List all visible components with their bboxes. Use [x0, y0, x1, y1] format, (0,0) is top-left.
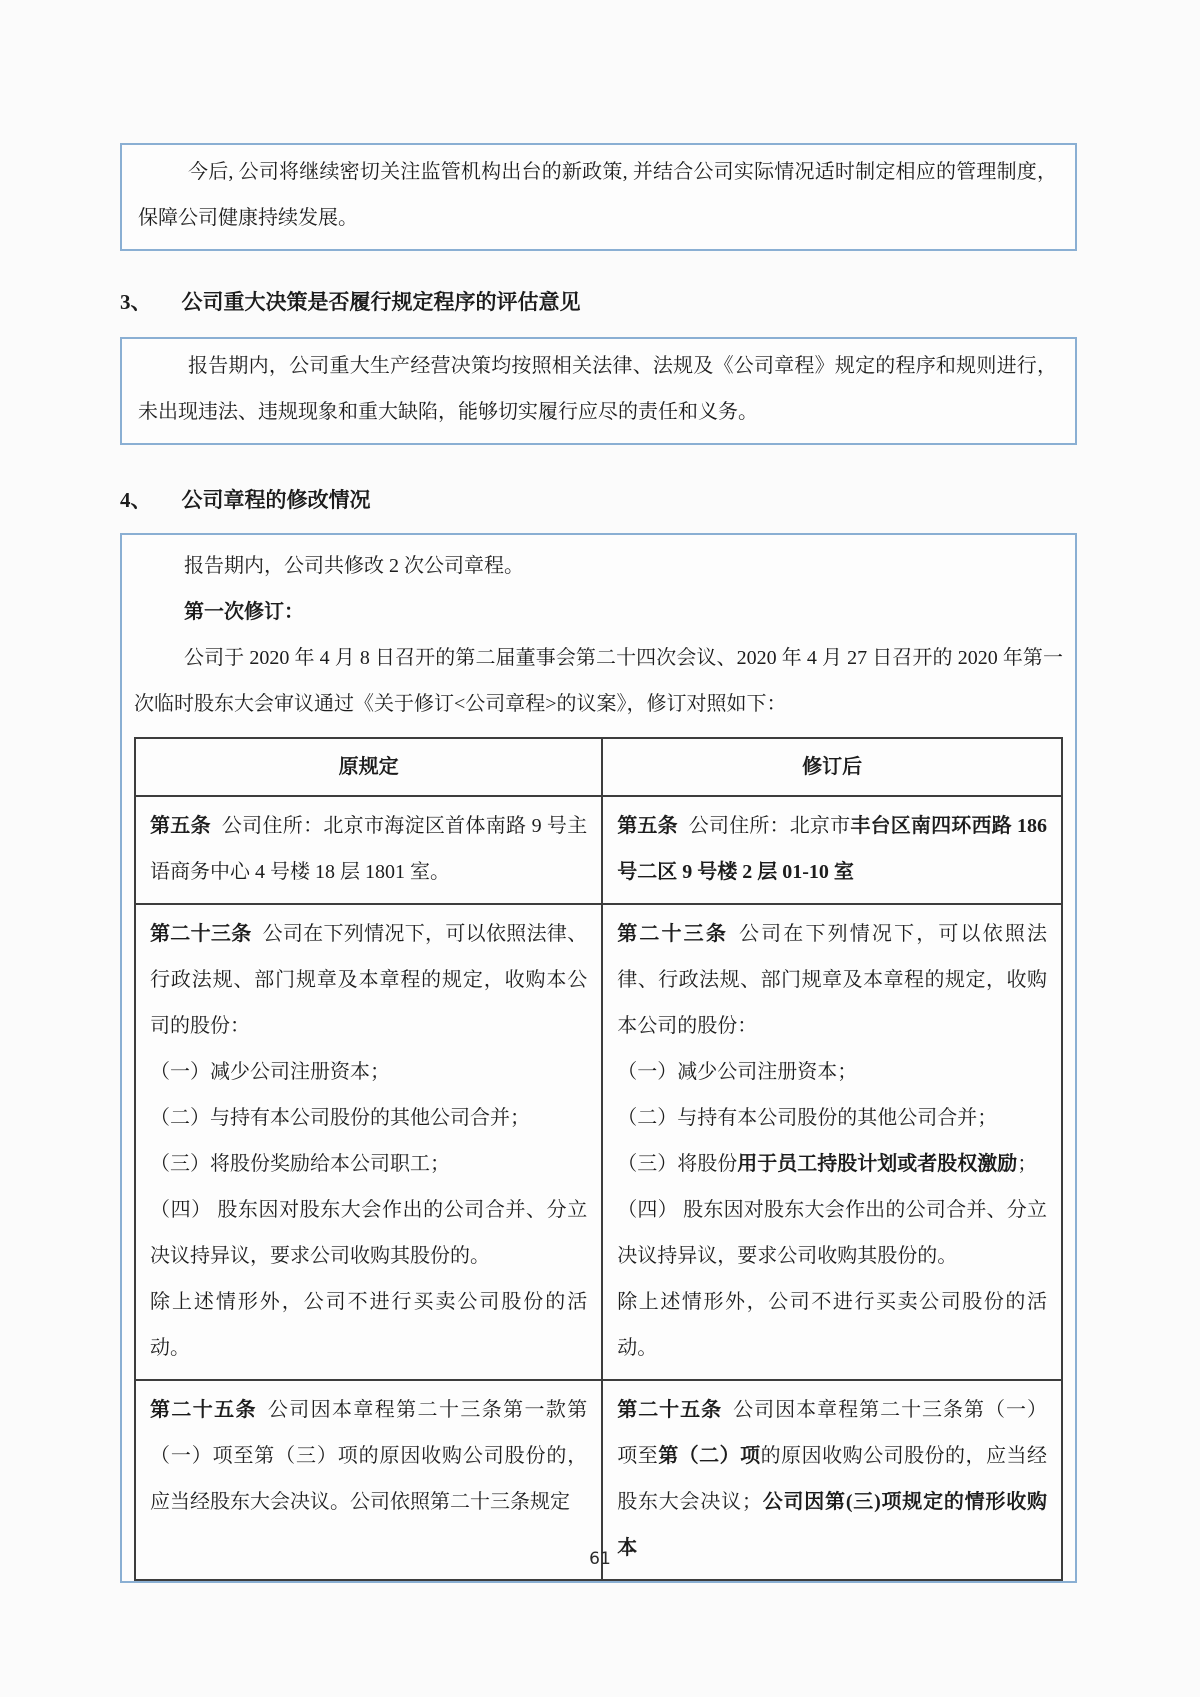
amendment-comparison-table — [134, 737, 1063, 1581]
clause-label: 第二十五条 — [150, 1399, 257, 1421]
section-4-paragraph-3: 公司于 2020 年 4 月 8 日召开的第二届董事会第二十四次会议、2020 年 4 月 27 日召开的 2020 年第一次临时股东大会审议通过《关于修订<公司章程>的议案》，修订对照如下： — [134, 647, 1063, 715]
intro-note-text: 今后, 公司将继续密切关注监管机构出台的新政策, 并结合公司实际情况适时制定相应的管理制度，保障公司健康持续发展。 — [138, 161, 1057, 229]
clause-label: 第二十五条 — [617, 1399, 723, 1421]
intro-note-box — [120, 143, 1077, 251]
cell-bold-text: 公司因第(三)项规定的情形收购本 — [617, 1491, 1048, 1559]
list-item: （二）与持有本公司股份的其他公司合并； — [150, 1107, 530, 1129]
table-header-revised: 修订后 — [602, 738, 1062, 796]
clause-label: 第二十三条 — [617, 923, 728, 945]
list-item: （一）减少公司注册资本； — [617, 1061, 858, 1083]
section-3-body: 报告期内，公司重大生产经营决策均按照相关法律、法规及《公司章程》规定的程序和规则进行，未出现违法、违规现象和重大缺陷，能够切实履行应尽的责任和义务。 — [138, 355, 1057, 423]
cell-text: 的原因收购公司股份的，应当经股东大会决议； — [617, 1445, 1048, 1513]
table-row-article5 — [135, 796, 1062, 904]
cell-text: 公司住所：北京市海淀区首体南路 9 号主语商务中心 4 号楼 18 层 1801 室。 — [150, 815, 588, 883]
list-item: （三）将股份奖励给本公司职工； — [150, 1153, 450, 1175]
section-4-paragraph-1: 报告期内，公司共修改 2 次公司章程。 — [184, 555, 524, 577]
cell-article23-revised — [602, 904, 1062, 1380]
cell-text: （三）将股份 — [617, 1153, 738, 1175]
cell-bold-text: 第（二）项 — [658, 1445, 761, 1467]
cell-text: 公司因本章程第二十三条第（一）项至 — [617, 1399, 1048, 1467]
cell-bold-text: 丰台区南四环西路 186 号二区 9 号楼 2 层 01-10 室 — [617, 815, 1048, 883]
cell-article23-original — [135, 904, 602, 1380]
first-amendment-label: 第一次修订： — [184, 601, 304, 623]
section-4-heading — [120, 485, 1077, 515]
section-3-box — [120, 337, 1077, 445]
table-row-article23 — [135, 904, 1062, 1380]
content-column — [120, 143, 1077, 1583]
cell-bold-text: 用于员工持股计划或者股权激励 — [737, 1153, 1018, 1175]
list-item — [617, 1141, 1047, 1187]
table-header-row — [135, 738, 1062, 796]
page-number: 61 — [589, 1549, 611, 1569]
section-4-number: 4、 — [120, 488, 152, 512]
list-item: （四） 股东因对股东大会作出的公司合并、分立决议持异议，要求公司收购其股份的。 — [617, 1199, 1047, 1267]
section-4-title: 公司章程的修改情况 — [181, 488, 371, 512]
table-header-original: 原规定 — [135, 738, 602, 796]
list-item: （四） 股东因对股东大会作出的公司合并、分立决议持异议，要求公司收购其股份的。 — [150, 1199, 588, 1267]
clause-label: 第二十三条 — [150, 923, 252, 945]
cell-article5-revised — [602, 796, 1062, 904]
clause-label: 第五条 — [617, 815, 678, 837]
cell-closing-text: 除上述情形外，公司不进行买卖公司股份的活动。 — [617, 1291, 1047, 1359]
section-3-title: 公司重大决策是否履行规定程序的评估意见 — [181, 290, 581, 314]
clause-label: 第五条 — [150, 815, 211, 837]
cell-text: 公司在下列情况下，可以依照法律、行政法规、部门规章及本章程的规定，收购本公司的股份： — [150, 923, 588, 1037]
list-item: （一）减少公司注册资本； — [150, 1061, 390, 1083]
cell-text: 公司住所：北京市 — [688, 815, 851, 837]
cell-text: 公司在下列情况下，可以依照法律、行政法规、部门规章及本章程的规定，收购本公司的股份： — [617, 923, 1048, 1037]
cell-closing-text: 除上述情形外，公司不进行买卖公司股份的活动。 — [150, 1291, 588, 1359]
list-item: （二）与持有本公司股份的其他公司合并； — [617, 1107, 998, 1129]
cell-text: 公司因本章程第二十三条第一款第（一）项至第（三）项的原因收购公司股份的，应当经股东大会决议。公司依照第二十三条规定 — [150, 1399, 588, 1513]
cell-text: ； — [1017, 1153, 1038, 1175]
section-3-heading — [120, 287, 1077, 317]
section-4-box — [120, 533, 1077, 1583]
section-3-number: 3、 — [120, 290, 152, 314]
cell-article5-original — [135, 796, 602, 904]
